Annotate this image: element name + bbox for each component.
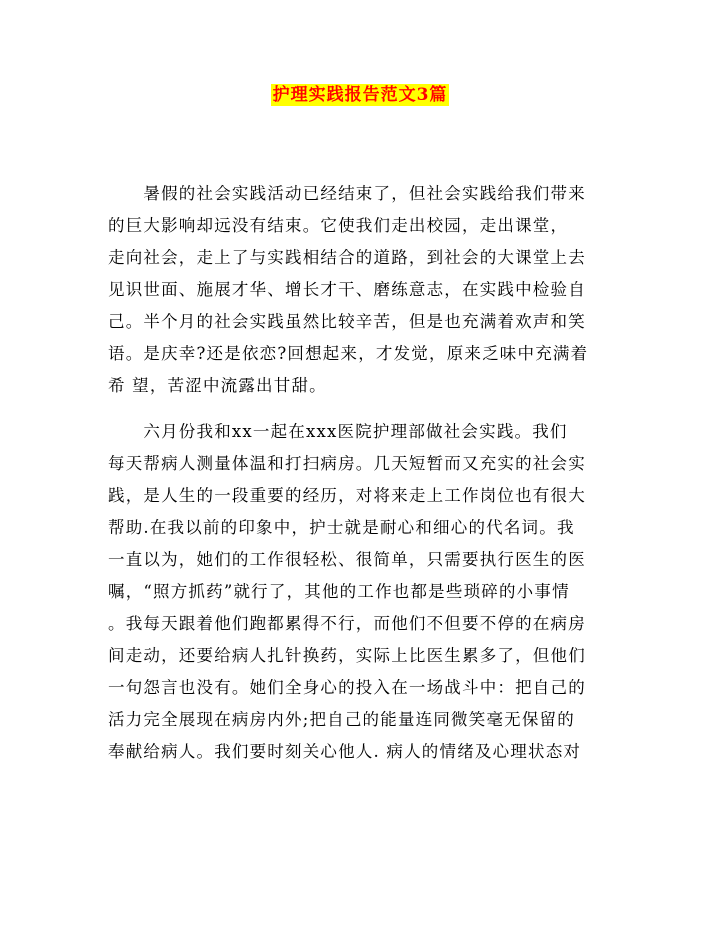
title-container <box>0 84 720 106</box>
text-line: 一句怨言也没有。她们全身心的投入在一场战斗中：把自己的 <box>108 678 586 697</box>
text-line: 间走动，还要给病人扎针换药，实际上比医生累多了，但他们 <box>108 646 586 665</box>
text-line: 活力完全展现在病房内外;把自己的能量连同微笑毫无保留的 <box>108 710 575 729</box>
text-line: 暑假的社会实践活动已经结束了，但社会实践给我们带来 <box>108 184 586 203</box>
document-title: 护理实践报告范文3篇 <box>272 85 448 105</box>
text-line: 。我每天跟着他们跑都累得不行，而他们不但要不停的在病房 <box>108 614 586 633</box>
text-line: 奉献给病人。我们要时刻关心他人. 病人的情绪及心理状态对 <box>108 742 582 761</box>
text-line: 每天帮病人测量体温和打扫病房。几天短暂而又充实的社会实 <box>108 454 586 473</box>
text-line: 帮助.在我以前的印象中，护士就是耐心和细心的代名词。我 <box>108 518 575 537</box>
text-line: 语。是庆幸?还是依恋?回想起来，才发觉，原来乏味中充满着 <box>108 344 589 363</box>
text-line: 一直以为，她们的工作很轻松、很简单，只需要执行医生的医 <box>108 550 586 569</box>
text-line: 的巨大影响却远没有结束。它使我们走出校园，走出课堂， <box>108 216 569 235</box>
text-line: 嘱，“照方抓药”就行了，其他的工作也都是些琐碎的小事情 <box>108 582 570 601</box>
text-line: 六月份我和xx一起在xxx医院护理部做社会实践。我们 <box>108 422 568 441</box>
paragraph-spacer <box>108 402 616 416</box>
text-line: 希 望，苦涩中流露出甘甜。 <box>108 376 327 395</box>
text-line: 己。半个月的社会实践虽然比较辛苦，但是也充满着欢声和笑 <box>108 312 586 331</box>
paragraph-1 <box>108 178 616 402</box>
text-line: 走向社会，走上了与实践相结合的道路，到社会的大课堂上去 <box>108 248 586 267</box>
text-line: 践，是人生的一段重要的经历，对将来走上工作岗位也有很大 <box>108 486 586 505</box>
document-body <box>108 178 616 768</box>
paragraph-2 <box>108 416 616 768</box>
text-line: 见识世面、施展才华、增长才干、磨练意志，在实践中检验自 <box>108 280 586 299</box>
